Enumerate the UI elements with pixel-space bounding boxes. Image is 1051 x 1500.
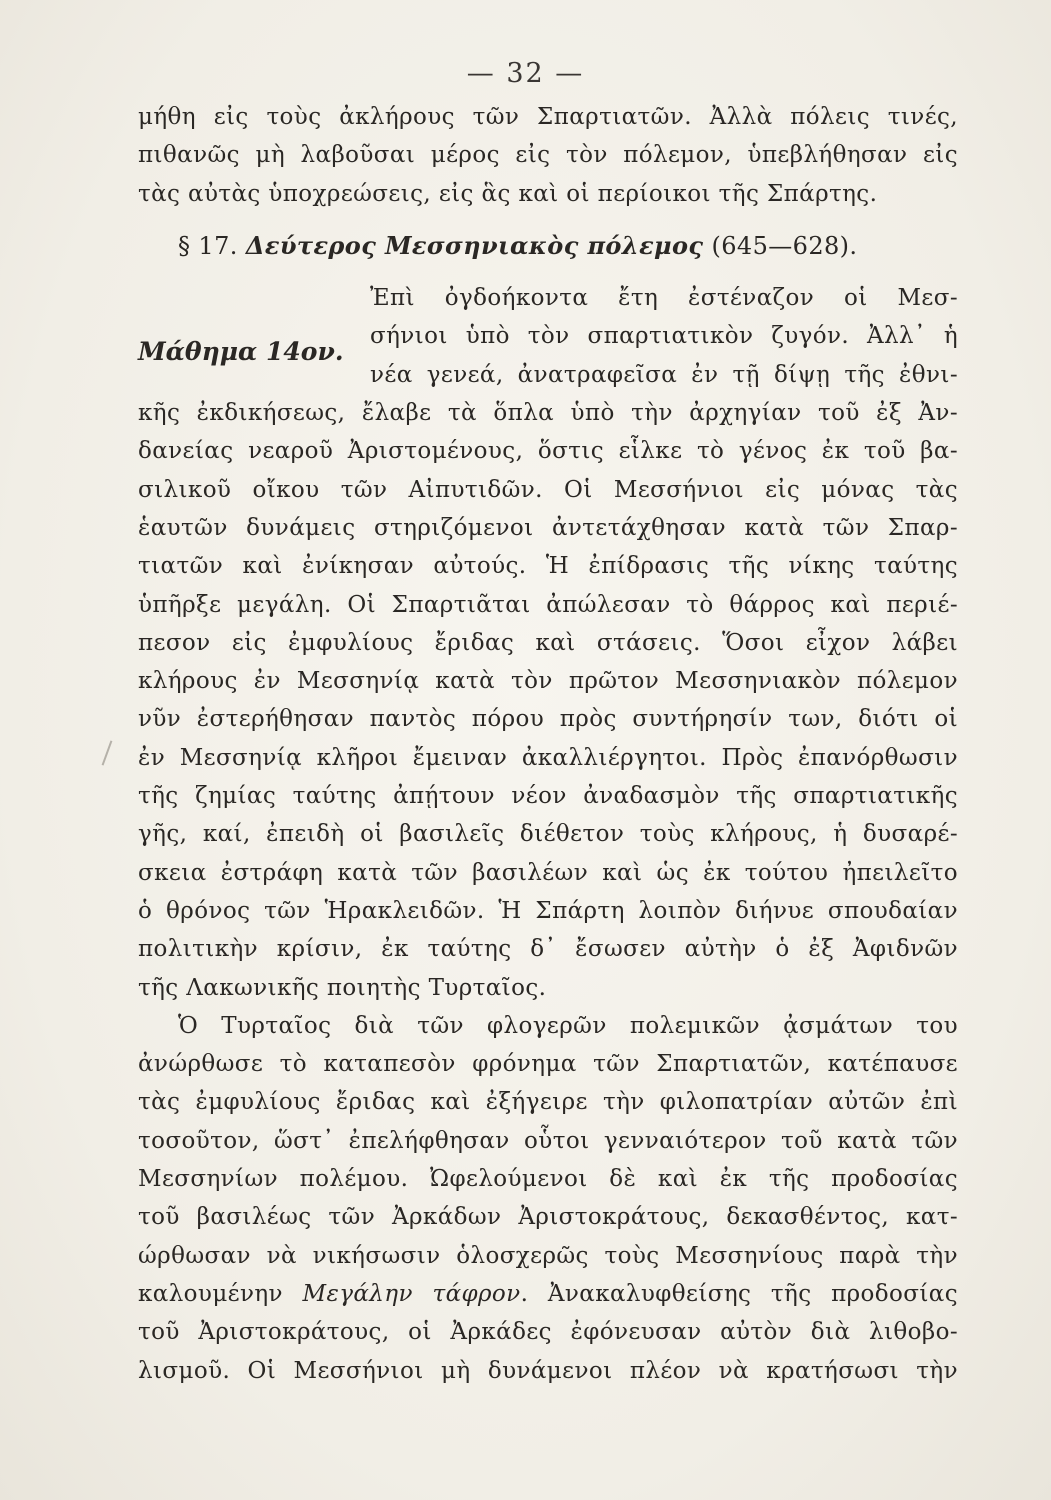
text-line: δανείας νεαροῦ Ἀριστομένους, ὅστις εἷλκε τὸ γένος ἐκ τοῦ βα- xyxy=(138,438,958,465)
text-line: πιθανῶς μὴ λαβοῦσαι μέρος εἰς τὸν πόλεμον, ὑπεβλήθησαν εἰς xyxy=(138,142,958,169)
text-line: ἑαυτῶν δυνάμεις στηριζόμενοι ἀντετάχθησαν κατὰ τῶν Σπαρ- xyxy=(138,514,958,541)
section-heading xyxy=(138,227,958,265)
text-line: λισμοῦ. Οἱ Μεσσήνιοι μὴ δυνάμενοι πλέον νὰ κρατήσωσι τὴν xyxy=(138,1357,958,1384)
text-line: ώρθωσαν νὰ νικήσωσιν ὁλοσχερῶς τοὺς Μεσσηνίους παρὰ τὴν xyxy=(138,1242,958,1269)
text-line: νέα γενεά, ἀνατραφεῖσα ἐν τῇ δίψῃ τῆς ἐθνι- xyxy=(370,361,958,388)
text-line: τὰς ἐμφυλίους ἔριδας καὶ ἐξήγειρε τὴν φιλοπατρίαν αὐτῶν ἐπὶ xyxy=(138,1089,958,1116)
text-line: κῆς ἐκδικήσεως, ἔλαβε τὰ ὅπλα ὑπὸ τὴν ἀρχηγίαν τοῦ ἐξ Ἀν- xyxy=(138,400,958,427)
text-line: τῆς Λακωνικῆς ποιητὴς Τυρταῖος. xyxy=(138,974,547,1001)
text-line: τοσοῦτον, ὥστ᾽ ἐπελήφθησαν οὗτοι γενναιότερον τοῦ κατὰ τῶν xyxy=(138,1127,958,1154)
text-line: τὰς αὐτὰς ὑποχρεώσεις, εἰς ἃς καὶ οἱ περίοικοι τῆς Σπάρτης. xyxy=(138,180,878,207)
text-line: ὑπῆρξε μεγάλη. Οἱ Σπαρτιᾶται ἀπώλεσαν τὸ θάρρος καὶ περιέ- xyxy=(138,591,958,618)
text-line: νῦν ἐστερήθησαν παντὸς πόρου πρὸς συντήρησίν των, διότι οἱ xyxy=(138,706,958,733)
margin-mark xyxy=(102,740,113,765)
text-line: ἀνώρθωσε τὸ καταπεσὸν φρόνημα τῶν Σπαρτιατῶν, κατέπαυσε xyxy=(138,1051,958,1078)
text-line: τιατῶν καὶ ἐνίκησαν αὐτούς. Ἡ ἐπίδρασις τῆς νίκης ταύτης xyxy=(138,553,958,580)
text-segment: καλουμένην xyxy=(138,1280,283,1307)
text-line: σήνιοι ὑπὸ τὸν σπαρτιατικὸν ζυγόν. Ἀλλ᾽ ἡ xyxy=(370,323,958,350)
text-segment: . Ἀνακαλυφθείσης τῆς προδοσίας xyxy=(520,1280,958,1307)
text-line: σιλικοῦ οἴκου τῶν Αἰπυτιδῶν. Οἱ Μεσσήνιοι εἰς μόνας τὰς xyxy=(138,476,958,503)
section-number: § 17. xyxy=(178,231,238,260)
text-line: τοῦ Ἀριστοκράτους, οἱ Ἀρκάδες ἐφόνευσαν αὐτὸν διὰ λιθοβο- xyxy=(138,1319,958,1346)
page-number: — 32 — xyxy=(466,58,585,89)
text-line: τοῦ βασιλέως τῶν Ἀρκάδων Ἀριστοκράτους, δεκασθέντος, κατ- xyxy=(138,1204,958,1231)
italic-place-name: Μεγάλην τάφρον xyxy=(302,1280,521,1307)
section-dates: (645—628). xyxy=(711,231,858,260)
text-line: πεσον εἰς ἐμφυλίους ἔριδας καὶ στάσεις. Ὅσοι εἶχον λάβει xyxy=(138,629,958,656)
text-line: μήθη εἰς τοὺς ἀκλήρους τῶν Σπαρτιατῶν. Ἀλλὰ πόλεις τινές, xyxy=(138,104,958,130)
text-line-with-italic xyxy=(138,1275,958,1313)
text-line: Ὁ Τυρταῖος διὰ τῶν φλογερῶν πολεμικῶν ᾀσμάτων του xyxy=(178,1012,958,1039)
text-line: ὁ θρόνος τῶν Ἡρακλειδῶν. Ἡ Σπάρτη λοιπὸν διήνυε σπουδαίαν xyxy=(138,897,958,924)
body-text xyxy=(138,98,958,1390)
text-line: τῆς ζημίας ταύτης ἀπῄτουν νέον ἀναδασμὸν τῆς σπαρτιατικῆς xyxy=(138,783,958,810)
text-line: κλήρους ἐν Μεσσηνίᾳ κατὰ τὸν πρῶτον Μεσσηνιακὸν πόλεμον xyxy=(138,668,958,695)
text-line: ἐν Μεσσηνίᾳ κλῆροι ἔμειναν ἀκαλλιέργητοι. Πρὸς ἐπανόρθωσιν xyxy=(138,744,958,771)
lesson-margin-note: Μάθημα 14ον. xyxy=(138,337,344,366)
text-line: πολιτικὴν κρίσιν, ἐκ ταύτης δ᾽ ἔσωσεν αὐτὴν ὁ ἐξ Ἀφιδνῶν xyxy=(138,936,958,963)
section-title: Δεύτερος Μεσσηνιακὸς πόλεμος xyxy=(245,230,704,260)
text-line: Ἐπὶ ὀγδοήκοντα ἔτη ἐστέναζον οἱ Μεσ- xyxy=(370,285,958,312)
text-line: σκεια ἐστράφη κατὰ τῶν βασιλέων καὶ ὡς ἐκ τούτου ἠπειλεῖτο xyxy=(138,859,958,886)
text-line: γῆς, καί, ἐπειδὴ οἱ βασιλεῖς διέθετον τοὺς κλήρους, ἡ δυσαρέ- xyxy=(138,821,958,848)
text-line: Μεσσηνίων πολέμου. Ὠφελούμενοι δὲ καὶ ἐκ τῆς προδοσίας xyxy=(138,1166,958,1193)
